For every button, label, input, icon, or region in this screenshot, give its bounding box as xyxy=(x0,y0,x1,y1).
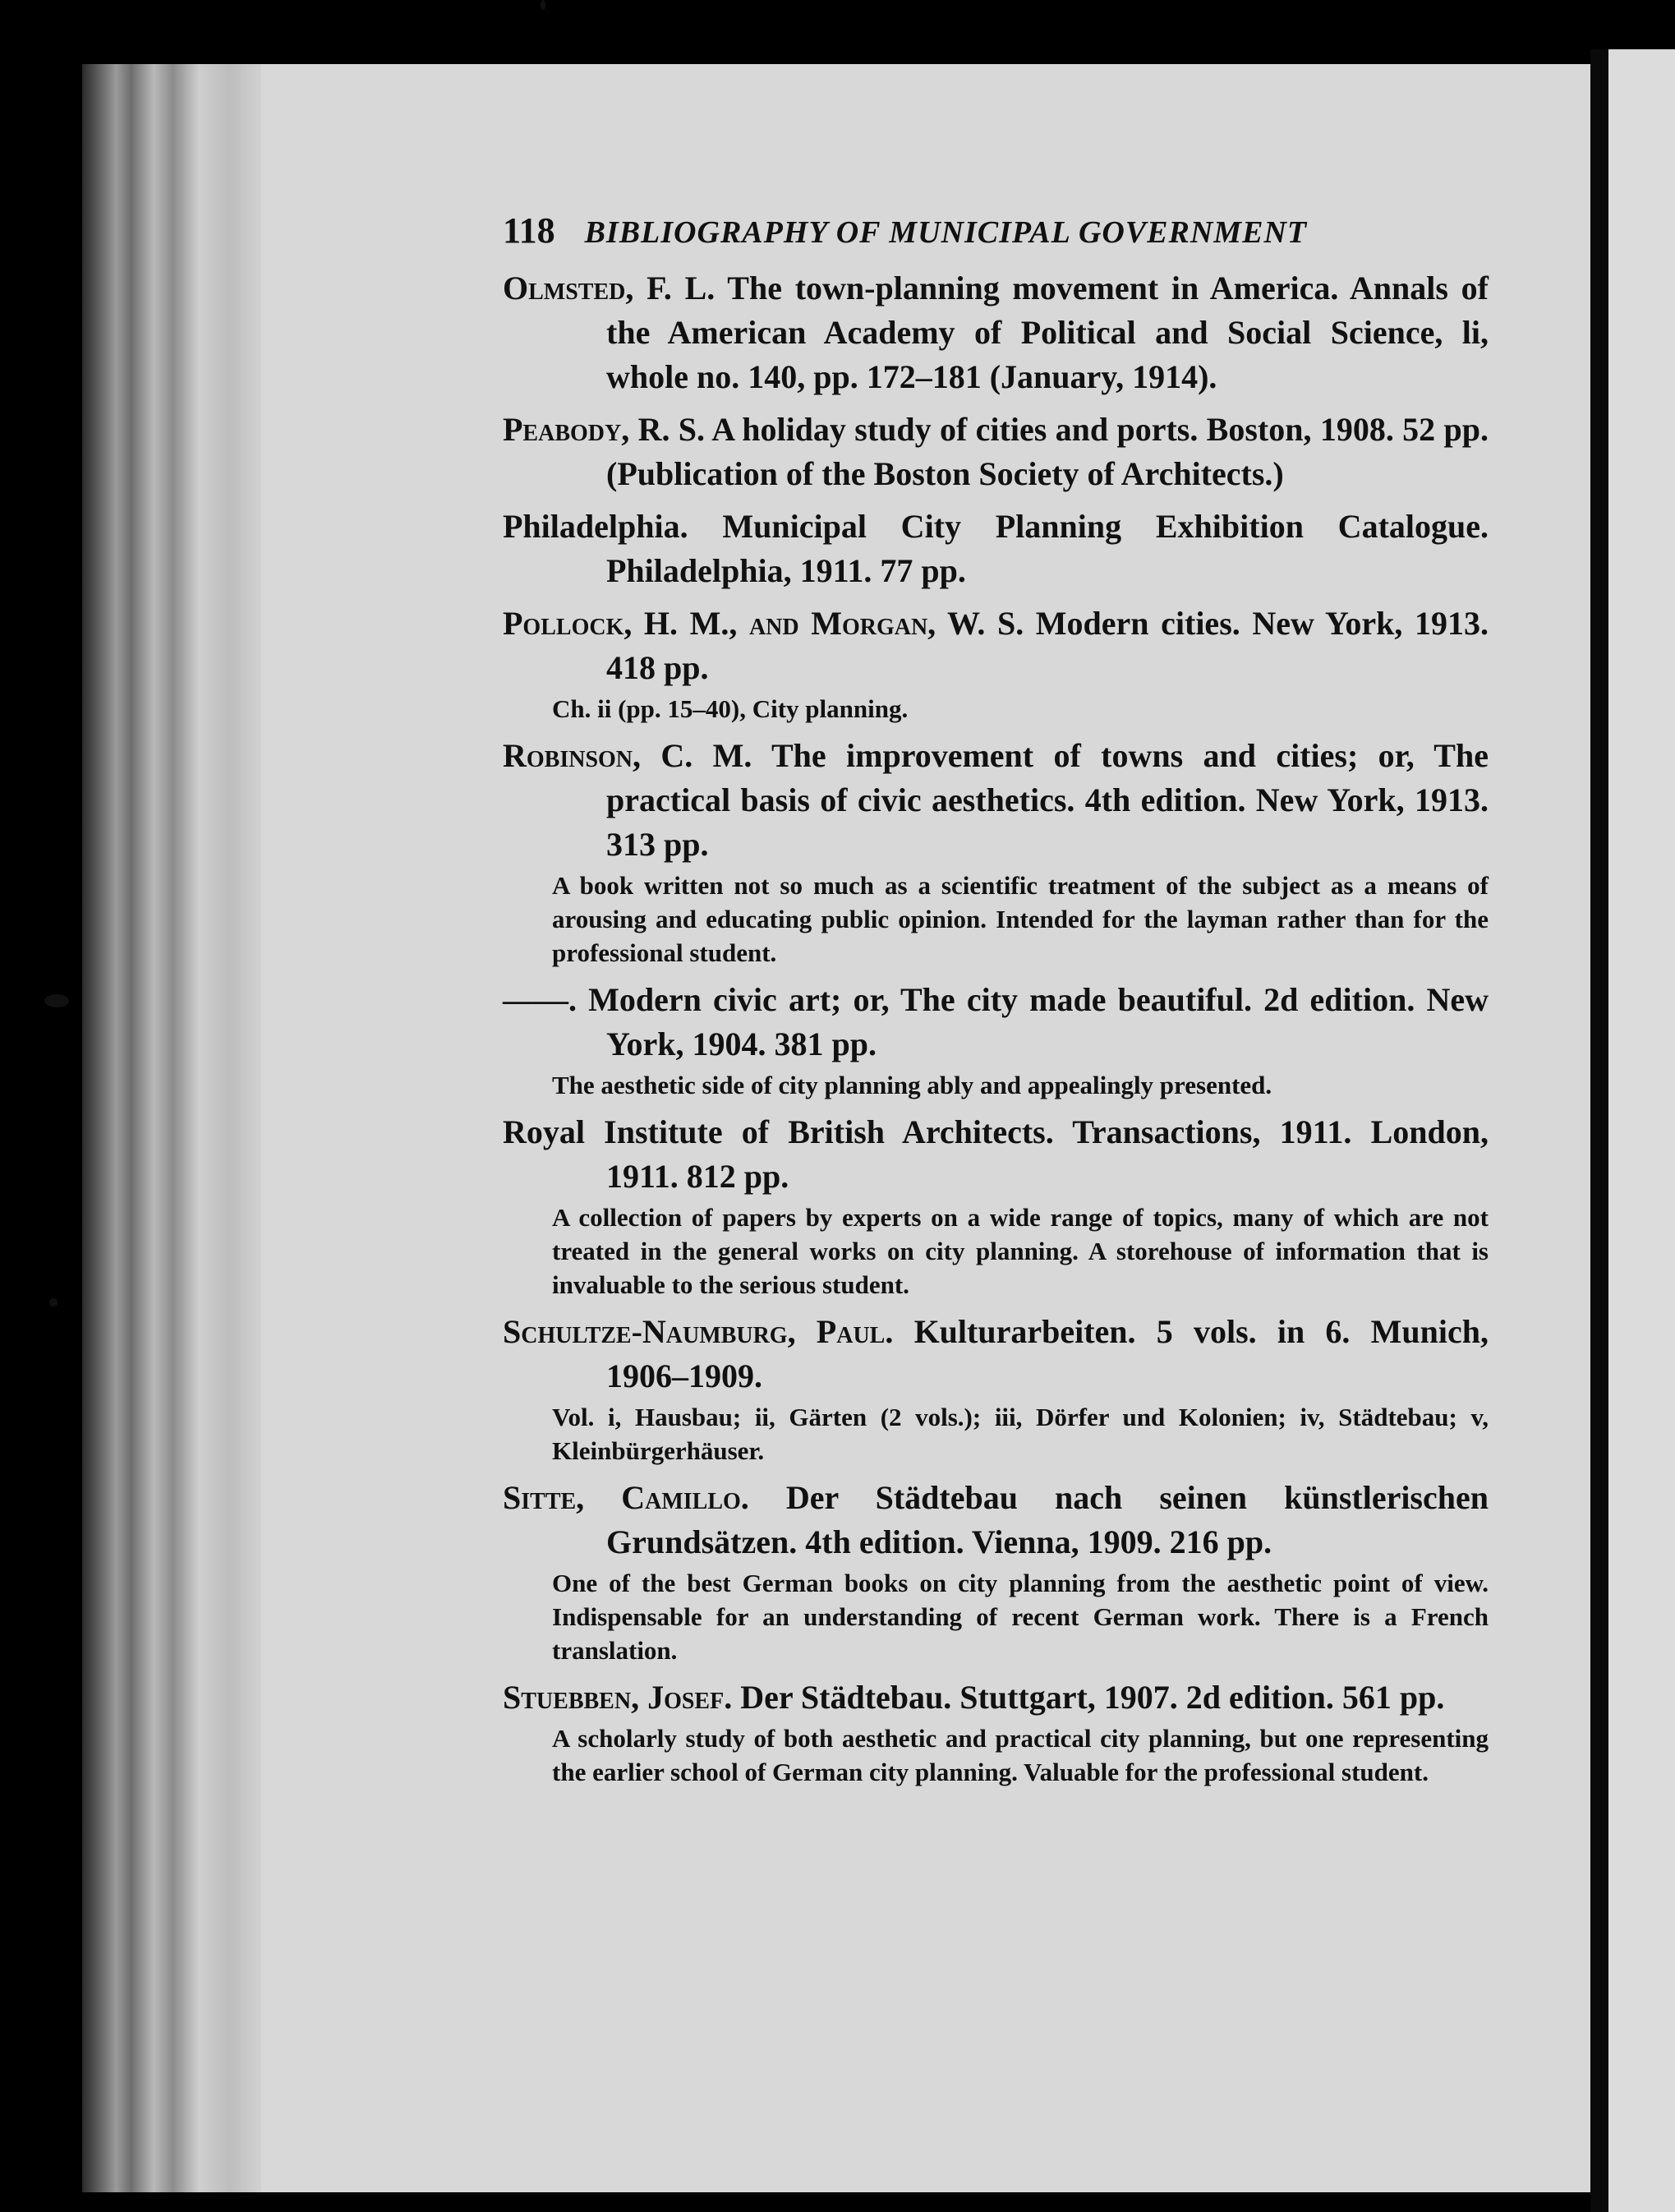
entry-text: The town-planning movement in America. Annals of the American Academy of Political and Social Science, li, whole no. 140, pp. 172–181 (January, 1914). xyxy=(606,270,1489,395)
entry-text: A holiday study of cities and ports. Boston, 1908. 52 pp. (Publication of the Boston Society of Architects.) xyxy=(606,411,1489,492)
entry-author: Philadelphia. xyxy=(503,508,688,545)
page-number: 118 xyxy=(503,210,555,251)
entry-author: ——. xyxy=(503,981,577,1018)
running-title: BIBLIOGRAPHY OF MUNICIPAL GOVERNMENT xyxy=(584,215,1308,250)
entry-annotation: A scholarly study of both aesthetic and practical city planning, but one representing the earlier school of German city planning. Valuable for the professional student. xyxy=(552,1724,1489,1786)
entry-author: Olmsted, F. L. xyxy=(503,270,716,306)
page-edge xyxy=(1590,49,1608,2212)
entry-citation xyxy=(503,266,1489,399)
entry-citation xyxy=(503,978,1489,1067)
entry-citation xyxy=(503,601,1489,690)
entry-annotation: One of the best German books on city planning from the aesthetic point of view. Indispensable for an understanding of recent German work. There is a French translation. xyxy=(552,1569,1489,1665)
facing-page xyxy=(1608,49,1675,2212)
entry-citation xyxy=(503,734,1489,867)
scan-speck xyxy=(541,0,545,10)
bibliography-entry xyxy=(503,1476,1489,1667)
bibliography-entry xyxy=(503,601,1489,726)
entry-author: Pollock, H. M., and Morgan, W. S. xyxy=(503,605,1024,642)
bibliography-entry xyxy=(503,1675,1489,1789)
entry-text: Kulturarbeiten. 5 vols. in 6. Munich, 1906–1909. xyxy=(606,1313,1489,1394)
scan-speck xyxy=(44,994,69,1007)
bibliography-entry xyxy=(503,266,1489,399)
bibliography-entry xyxy=(503,734,1489,970)
entry-author: Peabody, R. S. xyxy=(503,411,706,448)
page-gutter xyxy=(82,64,271,2192)
bibliography-entry xyxy=(503,978,1489,1102)
entry-citation xyxy=(503,1110,1489,1199)
entry-text: Transactions, 1911. London, 1911. 812 pp. xyxy=(606,1113,1489,1195)
entry-text: Municipal City Planning Exhibition Catalogue. Philadelphia, 1911. 77 pp. xyxy=(606,508,1489,589)
running-head xyxy=(503,210,1489,251)
entry-text: The improvement of towns and cities; or, The practical basis of civic aesthetics. 4th edition. New York, 1913. 313 pp. xyxy=(606,737,1489,863)
entry-text: Modern cities. New York, 1913. 418 pp. xyxy=(606,605,1489,686)
entry-author: Robinson, C. M. xyxy=(503,737,752,774)
entry-text: Modern civic art; or, The city made beautiful. 2d edition. New York, 1904. 381 pp. xyxy=(588,981,1489,1062)
bibliography-entry xyxy=(503,408,1489,496)
bibliography-entry xyxy=(503,1310,1489,1468)
scan-speck xyxy=(49,1298,58,1306)
entry-citation xyxy=(503,1675,1489,1720)
bibliography-entry xyxy=(503,505,1489,593)
page-content xyxy=(503,210,1489,1797)
entry-citation xyxy=(503,505,1489,593)
bibliography-entry xyxy=(503,1110,1489,1302)
entry-annotation: A collection of papers by experts on a wide range of topics, many of which are not treated in the general works on city planning. A storehouse of information that is invaluable to the serious student. xyxy=(552,1203,1489,1299)
entry-annotation: The aesthetic side of city planning ably and appealingly presented. xyxy=(552,1071,1272,1099)
entry-annotation: A book written not so much as a scientific treatment of the subject as a means of arousing and educating public opinion. Intended for the layman rather than for the professional student. xyxy=(552,871,1489,967)
entry-citation xyxy=(503,408,1489,496)
entry-text: Der Städtebau. Stuttgart, 1907. 2d edition. 561 pp. xyxy=(740,1679,1445,1716)
entry-citation xyxy=(503,1310,1489,1399)
entry-author: Royal Institute of British Architects. xyxy=(503,1113,1054,1150)
entry-author: Stuebben, Josef. xyxy=(503,1679,733,1716)
entry-citation xyxy=(503,1476,1489,1565)
entry-author: Schultze-Naumburg, Paul. xyxy=(503,1313,894,1350)
entry-annotation: Ch. ii (pp. 15–40), City planning. xyxy=(552,694,909,723)
entry-text: Der Städtebau nach seinen künstlerischen Grundsätzen. 4th edition. Vienna, 1909. 216 pp. xyxy=(606,1479,1489,1560)
bibliography-list xyxy=(503,266,1489,1789)
entry-annotation: Vol. i, Hausbau; ii, Gärten (2 vols.); iii, Dörfer und Kolonien; iv, Städtebau; v, Kleinbürgerhäuser. xyxy=(552,1403,1489,1465)
entry-author: Sitte, Camillo. xyxy=(503,1479,749,1516)
